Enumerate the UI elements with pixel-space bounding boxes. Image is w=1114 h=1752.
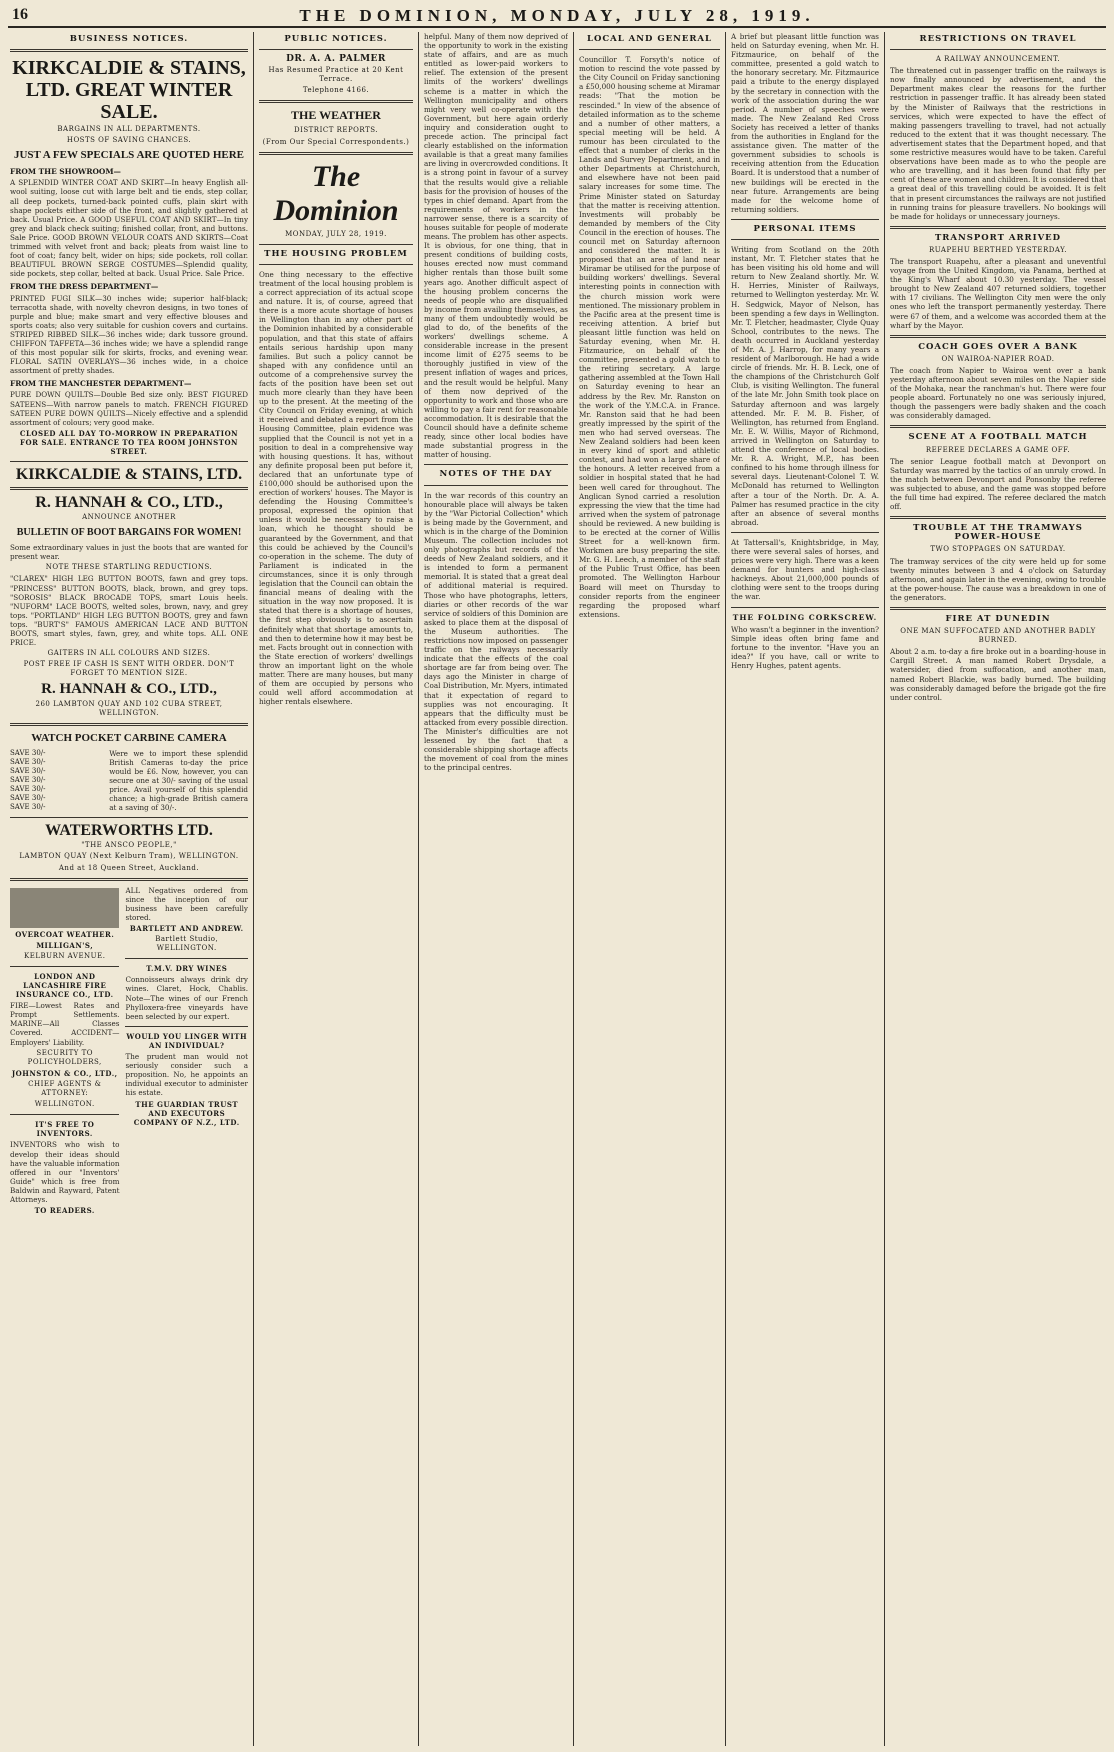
editorial-body: One thing necessary to the effective treatment of the local housing problem is a correct appreciation of its actual scope and nature. It is, of course, agreed that there is a more acute shortage of houses in Wellington than in any other part of the Dominion inhabited by a considerable population, and that this state of affairs entails serious hardship upon many families. But such a policy cannot be shaped with any confidence until an outcome of a comprehensive survey the facts of the position have been set out much more clearly than they have been up to the present. At the meeting of the City Council on Friday evening, at which it received and debated a report from the Housing Committee, plain evidence was supplied that the Council is not yet in a position to deal in a comprehensive way with housing questions. It has, without any definite proposal been put before it, declared that an unfortunate type of £100,000 should be authorised upon the erection of workers' houses. The Mayor is defending the Housing Committee's proposal, expressed the opinion that unless it would be necessary to raise a loan, which he thought should be guaranteed by the Government, and that this could be achieved by the Council's co-operation in the scheme. The duty of Parliament is indicated in the circumstances, since it is only through legislation that the Council can obtain the financial means of dealing with the situation in the way now proposed. It is stated that there is a shortage of houses, the first step obviously is to ascertain definitely what that shortage amounts to, and then to determine how it may best be met. Facts brought out in connection with the State erection of workers' dwellings throw an important light on the whole matter. There are many houses, but many of them are occupied by persons who could well afford accommodation at higher rentals elsewhere.: [259, 269, 413, 707]
column-public-notices: PUBLIC NOTICES. DR. A. A. PALMER Has Resumed Practice at 20 Kent Terrace. Telephone 4166. THE WEATHER DISTRICT REPORTS. (From Our Special Correspondents.) The Dominion MONDAY, JULY 28, 1919. THE HOUSING PROBLEM One thing necessary to the effective treatment of the local housing problem is a correct appreciation of its actual scope and nature. It is, of course, agreed that there is a more acute shortage of houses in Wellington than in any other part of the Dominion inhabited by a considerable population, and that this state of affairs entails serious hardship upon many families. But such a policy cannot be shaped with any confidence until an outcome of a comprehensive survey the facts of the position have been set out much more clearly than they have been up to the present. At the meeting of the City Council on Friday evening, at which it received and debated a report from the Housing Committee, plain evidence was supplied that the Council is not yet in a position to deal in a comprehensive way with housing questions. It has, without any definite proposal been put before it, declared that an unfortunate type of £100,000 should be authorised upon the erection of workers' houses. The Mayor is defending the Housing Committee's proposal, expressed the opinion that unless it would be necessary to raise a loan, which he thought should be guaranteed by the Government, and that this could be achieved by the Council's co-operation in the scheme. The duty of Parliament is indicated in the circumstances, since it is only through legislation that the Council can obtain the financial means of dealing with the situation in the way now proposed. It is stated that there is a shortage of houses, the first step obviously is to ascertain definitely what that shortage amounts to, and then to determine how it may best be met. Facts brought out in connection with the State erection of workers' dwellings throw an important light on the whole matter. There are many houses, but many of them are occupied by persons who could well afford accommodation at higher rentals elsewhere.: [259, 34, 413, 707]
ad-body-text: PURE DOWN QUILTS—Double Bed size only. BEST FIGURED SATEENS—With narrow panels to match. FRENCH FIGURED SATEEN PURE DOWN QUILTS—Nicely effective and a splendid assortment of colours; very good make.: [10, 390, 248, 427]
section-heading: BUSINESS NOTICES.: [69, 34, 189, 44]
football-heading: SCENE AT A FOOTBALL MATCH: [908, 432, 1088, 443]
personal-items-heading: PERSONAL ITEMS: [753, 223, 857, 234]
column-editorial-continued: helpful. Many of them now deprived of the opportunity to work in the existing state of affairs, and are as much entitled as lower-paid workers to relief. The extension of the present limits of the workers' dwellings scheme is a matter in which the Wellington municipality and others might very well co-operate with the Government, but here again orderly inquiry and consideration ought to precede action. The principal fact clearly established on the information available is that a great many families are living in overcrowded conditions. It is a strong point in favour of a survey that the results would give a reliable basis for the provision of houses of the types in chief demand. Apart from the requirements of workers in the narrower sense, there is a scarcity of houses suitable for people of moderate means. The problem has other aspects. It is obvious, for one thing, that in present conditions of building costs, houses erected now must command higher rentals than those built some years ago. Another difficult aspect of the housing problem concerns the needs of people who are disqualified by income from availing themselves, as many of them undoubtedly would be glad to do, of the benefits of the workers' dwellings scheme. A considerable increase in the present income limit of £275 seems to be thoroughly justified in view of the present inflation of wages and prices, and the result would be helpful. Many of them now deprived of the opportunity to work and those who are willing to pay a fair rent for reasonable accommodation. It is desirable that the Council should have a definite scheme ready, since other local bodies have made substantial progress in the matter of housing. NOTES OF THE DAY In the war records of this country an honourable place will always be taken by the "War Pictorial Collection" which is being made by the Government, and which is in the charge of the Dominion Museum. The collection includes not only photographs but records of the deeds of New Zealand soldiers, and it is intended to form a permanent memorial. It is stated that a great deal of additional material is required. Those who have photographs, letters, diaries or other records of the war service of soldiers of this Dominion are asked to place them at the disposal of the Museum authorities. The restrictions now imposed on passenger traffic on the railways necessarily indicate that the effects of the coal shortage are far from being over. The days ago the Minister in charge of Coal Distribution, Mr. Myers, intimated that it expectation of regard to supplies was not encouraging. It appears that the difficulty must be attacked from every possible direction. The Minister's difficulties are not lessened by the fact that a considerable shipping shortage affects the movement of coal from the mines to the principal centres.: [424, 32, 568, 773]
masthead: [8, 4, 1106, 28]
transport-heading: TRANSPORT ARRIVED: [934, 232, 1062, 243]
column-rule: [725, 32, 726, 1746]
tramways-heading: TROUBLE AT THE TRAMWAYS POWER-HOUSE: [913, 523, 1083, 543]
ad-body-text: A SPLENDID WINTER COAT AND SKIRT—In heavy English all-wool suiting, loose cut with large belt and tie ends, step collar, all deep pockets, turned-back pointed cuffs, plain skirt with shape pockets either side of the front, and slightly gathered at back. Usual Price. A GOOD USEFUL COAT AND SKIRT—In tiny grey and black check suiting; finished collar, front, and buttons. Sale Price. GOOD BROWN VELOUR COATS AND SKIRTS—Coat trimmed with velvet front and back; pleats from waist line to foot of coat; fancy belt, wider on hips; side pockets, roll collar. BEAUTIFUL BROWN SERGE COSTUMES—Splendid quality, side pockets, step collar, belted at back. Usual Price. Sale Price.: [10, 178, 248, 279]
column-rule: [253, 32, 254, 1746]
ad-body-text: PRINTED FUGI SILK—30 inches wide; superior half-black; terracotta shade, with novelty chevron designs, in two tones of purple and blue; make smart and very effective blouses and sports coats; also very suitable for cushion covers and curtains. STRIPED RIBBED SILK—36 inches wide; dark tussore ground. CHIFFON TAFFETA—36 inches wide; we have a splendid range of this most popular silk for skirts, frocks, and evening wear. FLORAL SATIN OVERLAYS—36 inches wide, in a choice assortment of pretty shades.: [10, 293, 248, 376]
kirkcaldie-footer: KIRKCALDIE & STAINS, LTD.: [15, 466, 243, 484]
kirkcaldie-ad-title: KIRKCALDIE & STAINS, LTD. GREAT WINTER SALE.: [12, 57, 246, 124]
newspaper-nameplate: The Dominion: [273, 159, 399, 227]
column-rule: [573, 32, 574, 1746]
ad-body-text: "CLAREX" HIGH LEG BUTTON BOOTS, fawn and grey tops. "PRINCESS" BUTTON BOOTS, black, brown, and grey tops. "SOROSIS" BLACK BROCADE TOPS, smart Louis heels. "NUFORM" LACE BOOTS, welted soles, brown, navy, and grey tops. "PORTLAND" HIGH LEG BUTTON BOOTS, grey and fawn tops. "BURT'S" FAMOUS AMERICAN LACE AND BUTTON BOOTS, smart styles, fawn, grey, and white tops. ALL ONE PRICE.: [10, 574, 248, 648]
column-business-notices: BUSINESS NOTICES. KIRKCALDIE & STAINS, LTD. GREAT WINTER SALE. BARGAINS IN ALL DEPARTMENTS. HOSTS OF SAVING CHANCES. JUST A FEW SPECIALS ARE QUOTED HERE FROM THE SHOWROOM— A SPLENDID WINTER COAT AND SKIRT—In heavy English all-wool suiting, loose cut with large belt and tie ends, step collar, all deep pockets, turned-back pointed cuffs, plain skirt with shape pockets either side of the front, and slightly gathered at back. Usual Price. A GOOD USEFUL COAT AND SKIRT—In tiny grey and black check suiting; finished collar, front, and buttons. Sale Price. GOOD BROWN VELOUR COATS AND SKIRTS—Coat trimmed with velvet front and back; pleats from waist line to foot of coat; fancy belt, wider on hips; side pockets, roll collar. BEAUTIFUL BROWN SERGE COSTUMES—Splendid quality, side pockets, step collar, belted at back. Usual Price. Sale Price. FROM THE DRESS DEPARTMENT— PRINTED FUGI SILK—30 inches wide; superior half-black; terracotta shade, with novelty chevron designs, in two tones of purple and blue; make smart and very effective blouses and sports coats; also very suitable for cushion covers and curtains. STRIPED RIBBED SILK—36 inches wide; dark tussore ground. CHIFFON TAFFETA—36 inches wide; we have a splendid range of this most popular silk for skirts, frocks, and evening wear. FLORAL SATIN OVERLAYS—36 inches wide, in a choice assortment of pretty shades. FROM THE MANCHESTER DEPARTMENT— PURE DOWN QUILTS—Double Bed size only. BEST FIGURED SATEENS—With narrow panels to match. FRENCH FIGURED SATEEN PURE DOWN QUILTS—Nicely effective and a splendid assortment of colours; very good make. CLOSED ALL DAY TO-MORROW IN PREPARATION FOR SALE. ENTRANCE TO TEA ROOM JOHNSTON STREET. KIRKCALDIE & STAINS, LTD. R. HANNAH & CO., LTD., ANNOUNCE ANOTHER BULLETIN OF BOOT BARGAINS FOR WOMEN! Some extraordinary values in just the boots that are wanted for present wear. NOTE THESE STARTLING REDUCTIONS. "CLAREX" HIGH LEG BUTTON BOOTS, fawn and grey tops. "PRINCESS" BUTTON BOOTS, black, brown, and grey tops. "SOROSIS" BLACK BROCADE TOPS, smart Louis heels. "NUFORM" LACE BOOTS, welted soles, brown, navy, and grey tops. "PORTLAND" HIGH LEG BUTTON BOOTS, grey and fawn tops. "BURT'S" FAMOUS AMERICAN LACE AND BUTTON BOOTS, smart styles, fawn, grey, and white tops. ALL ONE PRICE. GAITERS IN ALL COLOURS AND SIZES. POST FREE IF CASH IS SENT WITH ORDER. DON'T FORGET TO MENTION SIZE. R. HANNAH & CO., LTD., 260 LAMBTON QUAY AND 102 CUBA STREET, WELLINGTON. WATCH POCKET CARBINE CAMERA SAVE 30/- SAVE 30/- SAVE 30/- SAVE 30/- SAVE 30/- SAVE 30/- SAVE 30/- Were we to import these splendid British Cameras to-day the price would be £6. Now, however, you can secure one at 30/- saving of the usual price. Avail yourself of this splendid chance; a high-grade British camera at a saving of 30/-. WATERWORTHS LTD. "THE ANSCO PEOPLE," LAMBTON QUAY (Next Kelburn Tram), WELLINGTON. And at 18 Queen Street, Auckland. OVERCOAT WEATHER. MILLIGAN'S, KELBURN AVENUE. LONDON AND LANCASHIRE FIRE INSURANCE CO., LTD. FIRE—Lowest Rates and Prompt Settlements. MARINE—All Classes Covered. ACCIDENT—Employers' Liability. SECURITY TO POLICYHOLDERS, JOHNSTON & CO., LTD., CHIEF AGENTS & ATTORNEY: WELLINGTON. IT'S FREE TO INVENTORS. INVENTORS who wish to develop their ideas should have the valuable information offered in our "Inventors' Guide" which is free from Baldwin and Rayward, Patent Attorneys. TO READERS. ALL Negatives ordered from since the inception of our business have been carefully stored. BARTLETT AND ANDREW. Bartlett Studio, WELLINGTON. T.M.V. DRY WINES Connoisseurs always drink dry wines. Claret, Hock, Chablis. Note—The wines of our French Phylloxera-free vineyards have been selected by our expert. WOULD YOU LINGER WITH AN INDIVIDUAL? The prudent man would not seriously consider such a proposition. No, he appoints an individual executor to administer his estate. THE GUARDIAN TRUST AND EXECUTORS COMPANY OF N.Z., LTD.: [10, 34, 248, 1216]
restrictions-heading: RESTRICTIONS ON TRAVEL: [919, 34, 1077, 44]
column-personal-items: A brief but pleasant little function was held on Saturday evening, when Mr. H. Fitzmaurice, on behalf of the committee, presented a gold watch to the honorary secretary. Mr. Fitzmaurice paid a tribute to the energy displayed by the secretary in connection with the work of the association during the war period. A number of speeches were made. The New Zealand Red Cross Society has received a letter of thanks from the authorities in England for the assistance given. The matter of the government subsidies to schools is receiving attention from the Education Board. It is understood that a number of new buildings will be erected in the near future. Arrangements are being made for the welcome home of returning soldiers. PERSONAL ITEMS Writing from Scotland on the 20th instant, Mr. T. Fletcher states that he has been visiting his old home and will return to New Zealand shortly. Mr. W. H. Herries, Minister of Railways, returned to Wellington yesterday. Mr. W. H. Sedgwick, Mayor of Nelson, has been spending a few days in Wellington. Mr. T. Fletcher, headmaster, Clyde Quay School, contributes to the news. The death occurred in Auckland yesterday of Mr. A. J. Harrop, for many years a resident of Marlborough. He had a wide circle of friends. Mr. H. B. Leck, one of the champions of the Christchurch Golf Club, is visiting Wellington. The funeral of the late Mr. John Smith took place on Saturday afternoon and was largely attended. Mr. F. M. B. Fisher, of Wellington, has returned from England. Mr. E. W. Willis, Mayor of Richmond, arrived in Wellington on Saturday to attend the conference of local bodies. Mr. R. A. Wright, M.P., has been confined to his home through illness for several days. Lieutenant-Colonel T. W. McDonald has returned to Wellington after a tour of the North. Dr. A. A. Palmer has resumed practice in the city after an absence of several months abroad. At Tattersall's, Knightsbridge, in May, there were several sales of horses, and prices were very high. There was a keen demand for hunters and high-class hackneys. About 21,000,000 pounds of clothing were sent to the troops during the war. THE FOLDING CORKSCREW. Who wasn't a beginner in the invention? Simple ideas often bring fame and fortune to the inventor. "Have you an idea?" If you have, call or write to Henry Hughes, patent agents.: [731, 32, 879, 670]
fire-heading: FIRE AT DUNEDIN: [945, 613, 1051, 624]
column-local-general: LOCAL AND GENERAL Councillor T. Forsyth's notice of motion to rescind the vote passed by the City Council on Friday sanctioning a £50,000 housing scheme at Miramar reads: "That the motion be rescinded." In view of the absence of detailed information as to the scheme and a number of other matters, a special meeting will be held. A rumour has been circulated to the effect that a number of clerks in the Lands and Survey Department, and in other Departments at Christchurch, and elsewhere have not been paid salary increases for some time. The Prime Minister stated on Saturday that the matter is receiving attention. Investments will probably be demanded by members of the City Council in the erection of houses. The council met on Saturday afternoon and considered the matter. It is proposed that an area of land near Miramar be utilised for the purpose of building workers' dwellings. Several interesting points in connection with the church mission work were mentioned. The missionary problem in the Pacific area at the present time is receiving attention. A brief but pleasant little function was held on Saturday evening, when Mr. H. Fitzmaurice, on behalf of the committee, presented a gold watch to the retiring secretary. A large gathering assembled at the Town Hall on Saturday evening to hear an address by the Rev. Mr. Ranston on the work of the Y.M.C.A. in France. Mr. Ranston said that he had been greatly impressed by the spirit of the men who had served overseas. The New Zealand soldiers had been keen in every kind of sport and athletic contest, and had won a large share of the honours. A letter received from a soldier in hospital stated that he had been well cared for throughout. The Anglican Synod carried a resolution expressing the view that the time had arrived when the system of patronage should be reviewed. A new building is to be erected at the corner of Willis Street for a well-known firm. Workmen are busy preparing the site. Mr. G. H. Leech, a member of the staff of the Public Trust Office, has been promoted. The Wellington Harbour Board will meet on Thursday to consider reports from the engineer regarding the proposed wharf extensions.: [579, 34, 720, 619]
overcoat-illustration: [10, 888, 119, 928]
column-rule: [418, 32, 419, 1746]
page-number: 16: [12, 6, 28, 23]
local-general-heading: LOCAL AND GENERAL: [587, 34, 712, 44]
waterworths-title: WATERWORTHS LTD.: [45, 822, 213, 840]
editorial-heading: THE HOUSING PROBLEM: [264, 248, 408, 259]
notes-heading: NOTES OF THE DAY: [439, 469, 553, 480]
hannah-ad-title: R. HANNAH & CO., LTD.,: [35, 494, 223, 512]
camera-ad-title: WATCH POCKET CARBINE CAMERA: [31, 731, 227, 744]
coach-heading: COACH GOES OVER A BANK: [918, 341, 1078, 352]
masthead-title: THE DOMINION, MONDAY, JULY 28, 1919.: [299, 6, 815, 25]
weather-heading: THE WEATHER: [291, 108, 381, 123]
column-rule: [884, 32, 885, 1746]
column-news-briefs: RESTRICTIONS ON TRAVEL A RAILWAY ANNOUNCEMENT. The threatened cut in passenger traffic on the railways is now finally announced by advertisement, and the Department makes clear the reasons for the further restriction in passenger traffic. It has already been stated by the Minister of Railways that the restrictions in services, which were expected to have the effect of making passengers travelling to travel, had not actually reduced to the extent that it was thought necessary. The advertisement states that the Department hoped, and that some restrictive measures would have to be taken. Careful observations have been made as to who the people are who are travelling, and it has been found that fifty per cent of these are women and children. It is considered that a great deal of this travelling could be avoided. It is felt that in present circumstances the railways are not justified in running trains for pleasure travellers. No bookings will be made for holidays or unnecessary journeys. TRANSPORT ARRIVED RUAPEHU BERTHED YESTERDAY. The transport Ruapehu, after a pleasant and uneventful voyage from the United Kingdom, via Panama, berthed at the King's Wharf about 10.30 yesterday. The vessel brought to New Zealand 407 returned soldiers, together with 17 civilians. The Wellington City men were the only ones who left the transport permanently yesterday. There were 67 of them, and a welcome was accorded them at the wharf by the Mayor. COACH GOES OVER A BANK ON WAIROA-NAPIER ROAD. The coach from Napier to Wairoa went over a bank yesterday afternoon about seven miles on the Napier side of the Mohaka, near the ranchman's hut. There were four people aboard. Fortunately no one was seriously injured, though the passengers were badly shaken and the coach was considerably damaged. SCENE AT A FOOTBALL MATCH REFEREE DECLARES A GAME OFF. The senior League football match at Devonport on Saturday was marred by the tactics of an unruly crowd. In the match between Devonport and Ponsonby the referee was subjected to abuse, and the game was stopped before the full time had expired. The referee declared the match off. TROUBLE AT THE TRAMWAYS POWER-HOUSE TWO STOPPAGES ON SATURDAY. The tramway services of the city were held up for some twenty minutes between 3 and 4 o'clock on Saturday afternoon, and again later in the evening, owing to trouble at the power-house. The cause was a breakdown in one of the generators. FIRE AT DUNEDIN ONE MAN SUFFOCATED AND ANOTHER BADLY BURNED. About 2 a.m. to-day a fire broke out in a boarding-house in Cargill Street. A man named Robert Drysdale, a watersider, died from suffocation, and another man, named Robert Blackie, was badly burned. The building was considerably damaged before the brigade got the fire under control.: [890, 34, 1106, 702]
